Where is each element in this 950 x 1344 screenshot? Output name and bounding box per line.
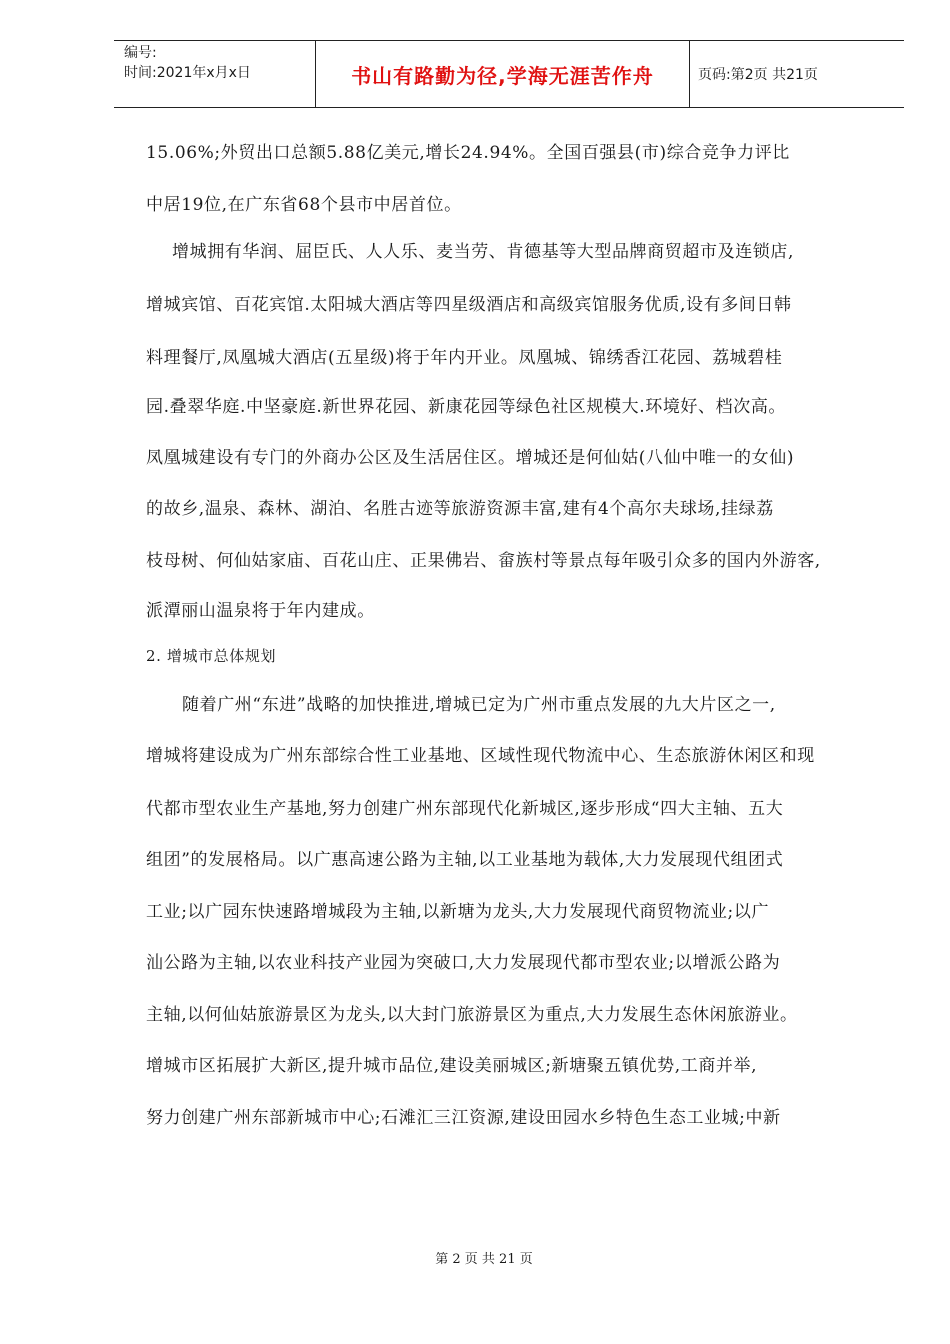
text-line: 派潭丽山温泉将于年内建成。 bbox=[146, 601, 375, 621]
text-line: 组团”的发展格局。以广惠高速公路为主轴,以工业基地为载体,大力发展现代组团式 bbox=[146, 850, 784, 870]
header-motto: 书山有路勤为径,学海无涯苦作舟 bbox=[316, 41, 690, 107]
text-line: 随着广州“东进”战略的加快推进,增城已定为广州市重点发展的九大片区之一, bbox=[182, 695, 776, 715]
document-number-label: 编号: bbox=[124, 45, 157, 61]
text-line: 的故乡,温泉、森林、湖泊、名胜古迹等旅游资源丰富,建有4个高尔夫球场,挂绿荔 bbox=[146, 499, 774, 519]
text-line: 中居19位,在广东省68个县市中居首位。 bbox=[146, 195, 462, 215]
header-meta bbox=[114, 41, 316, 107]
text-line: 枝母树、何仙姑家庙、百花山庄、正果佛岩、畲族村等景点每年吸引众多的国内外游客, bbox=[146, 551, 821, 571]
page-footer: 第 2 页 共 21 页 bbox=[435, 1252, 533, 1267]
text-line: 增城拥有华润、屈臣氏、人人乐、麦当劳、肯德基等大型品牌商贸超市及连锁店, bbox=[172, 242, 795, 262]
text-line: 料理餐厅,凤凰城大酒店(五星级)将于年内开业。凤凰城、锦绣香江花园、荔城碧桂 bbox=[146, 348, 783, 368]
text-line: 主轴,以何仙姑旅游景区为龙头,以大封门旅游景区为重点,大力发展生态休闲旅游业。 bbox=[146, 1005, 798, 1025]
section-heading: 2. 增城市总体规划 bbox=[146, 647, 277, 665]
text-line: 努力创建广州东部新城市中心;石滩汇三江资源,建设田园水乡特色生态工业城;中新 bbox=[146, 1108, 781, 1128]
text-line: 15.06%;外贸出口总额5.88亿美元,增长24.94%。全国百强县(市)综合竞争力评比 bbox=[146, 143, 790, 163]
page-header bbox=[114, 40, 904, 108]
header-page-info: 页码:第2页 共21页 bbox=[698, 67, 818, 83]
document-time-label: 时间:2021年x月x日 bbox=[124, 65, 251, 81]
text-line: 园.叠翠华庭.中坚豪庭.新世界花园、新康花园等绿色社区规模大.环境好、档次高。 bbox=[146, 397, 787, 417]
text-line: 增城宾馆、百花宾馆.太阳城大酒店等四星级酒店和高级宾馆服务优质,设有多间日韩 bbox=[146, 295, 792, 315]
text-line: 增城市区拓展扩大新区,提升城市品位,建设美丽城区;新塘聚五镇优势,工商并举, bbox=[146, 1056, 758, 1076]
text-line: 汕公路为主轴,以农业科技产业园为突破口,大力发展现代都市型农业;以增派公路为 bbox=[146, 953, 781, 973]
text-line: 工业;以广园东快速路增城段为主轴,以新塘为龙头,大力发展现代商贸物流业;以广 bbox=[146, 902, 770, 922]
text-line: 凤凰城建设有专门的外商办公区及生活居住区。增城还是何仙姑(八仙中唯一的女仙) bbox=[146, 448, 795, 468]
text-line: 增城将建设成为广州东部综合性工业基地、区域性现代物流中心、生态旅游休闲区和现 bbox=[146, 746, 815, 766]
text-line: 代都市型农业生产基地,努力创建广州东部现代化新城区,逐步形成“四大主轴、五大 bbox=[146, 799, 784, 819]
